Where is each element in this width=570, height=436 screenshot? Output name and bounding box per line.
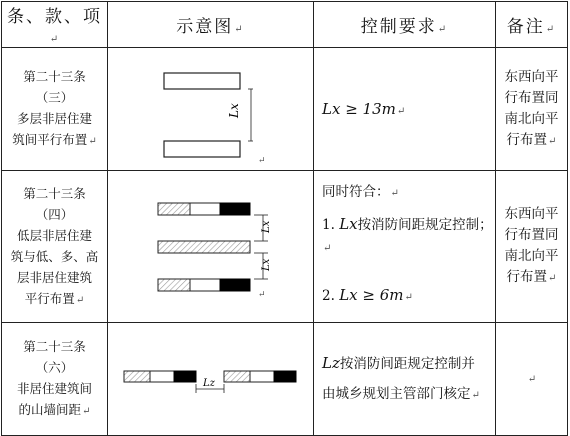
hatched-segment [158,203,190,215]
requirement-cell: 同时符合：↵ 1. Lx按消防间距规定控制；↵ 2. Lx ≥ 6m↵ [314,171,496,323]
diagram-cell [108,48,314,171]
spacing-label: Lz [203,378,215,389]
diagram-cell [108,171,314,323]
hatched-segment [158,279,190,291]
building-block-bottom [164,141,240,157]
plain-segment [190,203,220,215]
spacing-label-lower: Lx [261,258,272,271]
hatched-segment [124,371,150,382]
solid-segment [274,371,296,382]
note-cell: 东西向平 行布置同 南北向平 行布置↵ [496,171,568,323]
plain-segment [150,371,174,382]
spacing-requirements-table [1,1,568,436]
parallel-buildings-diagram [108,48,314,170]
header-note: 备注↵ [496,2,568,48]
header-row [2,2,568,48]
requirement-cell: Lx ≥ 13m↵ [314,48,496,171]
header-requirement: 控制要求↵ [314,2,496,48]
plain-segment [250,371,274,382]
spacing-label: Lx [227,103,241,118]
gable-wall-spacing-diagram [108,323,314,435]
header-clause: 条、款、项↵ [2,2,108,48]
svg-text:↵: ↵ [258,290,266,300]
table-row [2,171,568,323]
table-row [2,323,568,436]
low-rise-building [158,241,250,253]
clause-cell: 第二十三条 （六） 非居住建筑间 的山墙间距↵ [2,323,108,436]
note-cell: 东西向平 行布置同 南北向平 行布置↵ [496,48,568,171]
clause-cell: 第二十三条 （三） 多层非居住建 筑间平行布置↵ [2,48,108,171]
diagram-cell [108,323,314,436]
spacing-label-upper: Lx [261,220,272,233]
solid-segment [174,371,196,382]
solid-segment [220,279,250,291]
building-block-top [164,73,240,89]
clause-cell: 第二十三条 （四） 低层非居住建 筑与低、多、高 层非居住建筑 平行布置↵ [2,171,108,323]
hatched-segment [224,371,250,382]
plain-segment [190,279,220,291]
requirement-cell: Lz按消防间距规定控制并 由城乡规划主管部门核定↵ [314,323,496,436]
table-row [2,48,568,171]
solid-segment [220,203,250,215]
low-multi-high-rise-diagram [108,171,314,322]
header-diagram: 示意图↵ [108,2,314,48]
note-cell: ↵ [496,323,568,436]
svg-text:↵: ↵ [258,156,266,166]
